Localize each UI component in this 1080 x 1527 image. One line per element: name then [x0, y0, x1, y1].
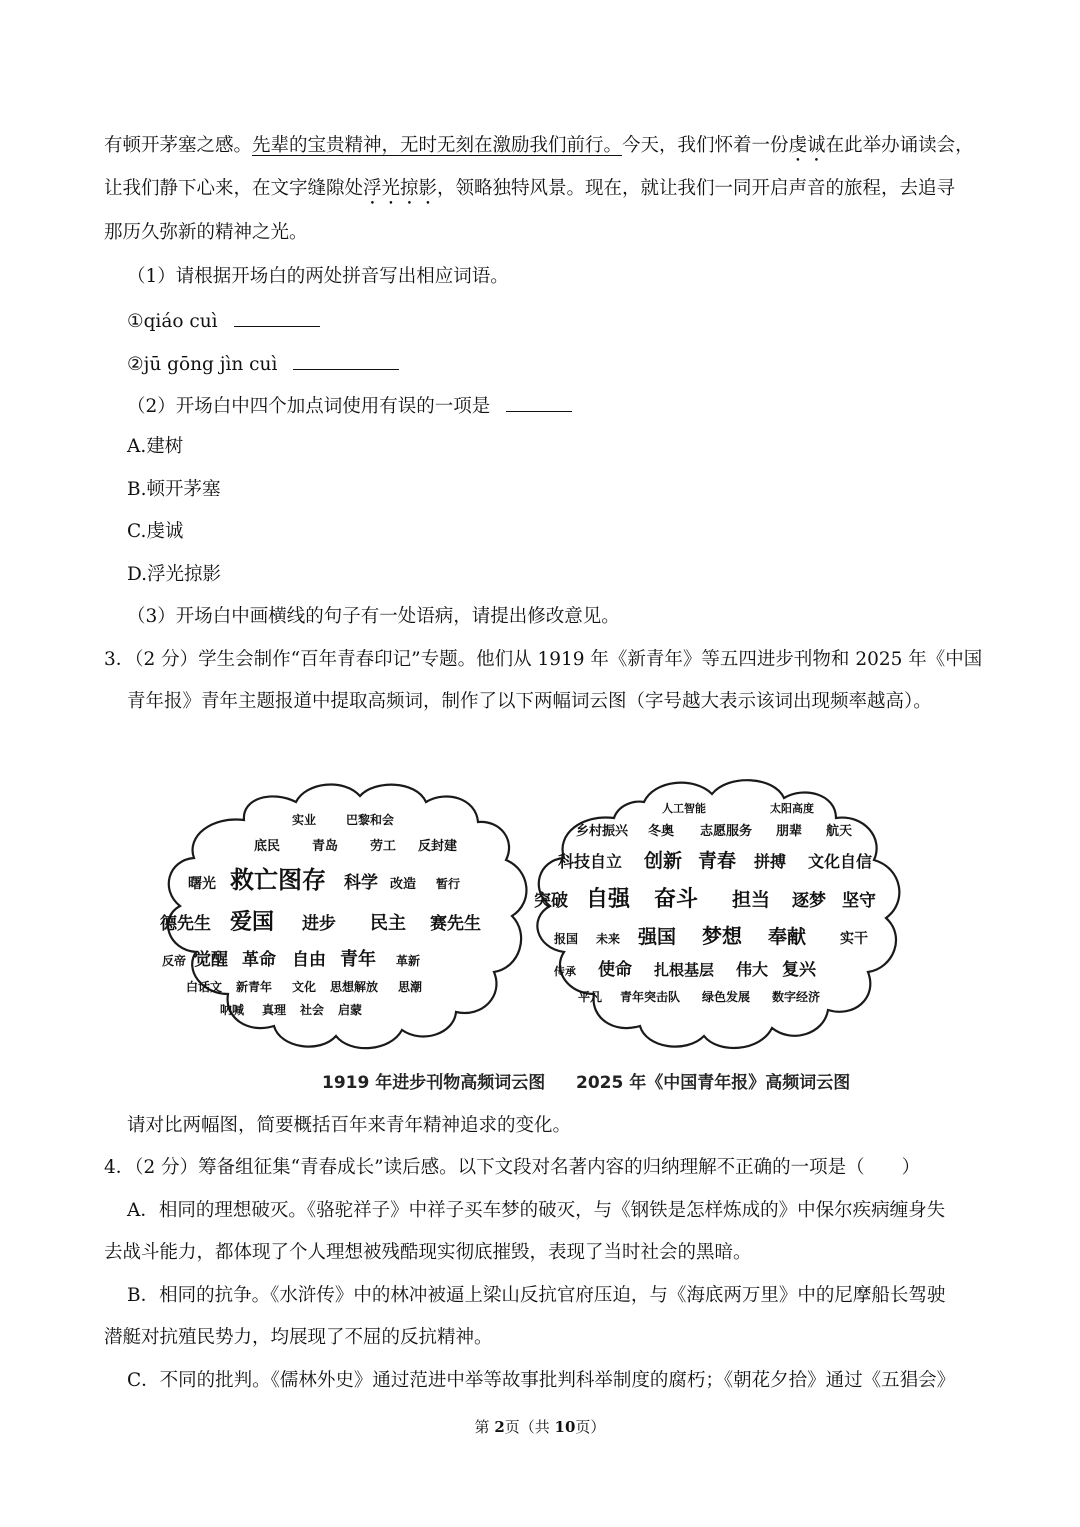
cloud-right-word: 文化自信: [808, 852, 873, 871]
passage-text: 今天，我们怀着一份: [622, 135, 789, 156]
cloud-left-word: 觉醒: [194, 950, 228, 970]
cloud-left-word: 民主: [370, 913, 406, 934]
cloud-left-word: 白话文: [186, 980, 223, 994]
q2-sub2-row: [127, 393, 572, 419]
cloud-right-word: 传承: [554, 965, 576, 978]
cloud-right-word: 太阳高度: [770, 802, 814, 815]
cloud-right-word: 坚守: [842, 891, 876, 911]
cloud-right-word: 绿色发展: [702, 990, 751, 1004]
page-total: 10: [554, 1418, 576, 1436]
cloud-left-word: 德先生: [160, 914, 211, 934]
cloud-left-word: 科学: [344, 873, 378, 893]
underlined-sentence: 先辈的宝贵精神，无时无刻在激励我们前行。: [252, 135, 623, 156]
pinyin-1: ①qiáo cuì: [127, 311, 218, 332]
q3-stem-line-2: 青年报》青年主题报道中提取高频词，制作了以下两幅词云图（字号越大表示该词出现频率越高）。: [127, 691, 932, 712]
answer-blank-2[interactable]: [293, 351, 399, 370]
cloud-right-word: 逐梦: [792, 891, 826, 911]
cloud-left-word: 呐喊: [220, 1003, 245, 1017]
cloud-right-word: 朋辈: [776, 824, 803, 839]
q2-pinyin-1-row: [127, 308, 320, 334]
cloud-right-word: 人工智能: [662, 802, 706, 815]
q4-option-b-line-1: B．相同的抗争。《水浒传》中的林冲被逼上梁山反抗官府压迫，与《海底两万里》中的尼摩船长驾驶: [127, 1285, 946, 1306]
cloud-right-word: 拼搏: [754, 852, 787, 871]
cloud-right-outline: [537, 780, 899, 1048]
cloud-left-word: 底民: [254, 839, 281, 854]
cloud-right-word: 实干: [840, 931, 868, 947]
pinyin-2: ②jū gōng jìn cuì: [127, 354, 278, 375]
cloud-right-word: 青年突击队: [620, 990, 681, 1004]
cloud-left-word: 救亡图存: [230, 866, 326, 894]
cloud-right-word: 奋斗: [654, 887, 699, 912]
cloud-right-word: 创新: [644, 850, 683, 872]
cloud-left-word: 自由: [292, 950, 326, 970]
cloud-left-word: 真理: [262, 1003, 287, 1017]
cloud-right-word: 数字经济: [772, 990, 821, 1004]
cloud-left-word: 实业: [292, 813, 317, 827]
cloud-left-word: 改造: [390, 877, 417, 892]
cloud-right-word: 担当: [732, 889, 771, 911]
cloud-right-word: 乡村振兴: [576, 824, 629, 839]
cloud-right-word: 航天: [826, 824, 853, 839]
dotted-word: 虔诚: [788, 135, 826, 156]
cloud-left-word: 青年: [340, 949, 376, 970]
cloud-left-word: 青岛: [312, 839, 339, 854]
q4-option-b-line-2: 潜艇对抗殖民势力，均展现了不屈的反抗精神。: [104, 1327, 493, 1348]
passage-line-3: 那历久弥新的精神之光。: [104, 222, 308, 243]
cloud-left-word: 劳工: [370, 839, 397, 854]
cloud-left-word: 新青年: [236, 980, 273, 994]
cloud-left-word: 赛先生: [430, 914, 481, 934]
cloud-left-word: 反封建: [418, 839, 458, 854]
cloud-left-word: 启蒙: [338, 1003, 363, 1017]
cloud-left-word: 暂行: [436, 877, 461, 891]
q4-option-c-line-1: C．不同的批判。《儒林外史》通过范进中举等故事批判科举制度的腐朽；《朝花夕拾》通过《五猖会》: [127, 1370, 956, 1391]
cloud-right-word: 突破: [534, 891, 568, 911]
q3-stem-line-1: 3．（2 分）学生会制作“百年青春印记”专题。他们从 1919 年《新青年》等五四进步刊物和 2025 年《中国: [104, 649, 983, 670]
passage-text: ，领略独特风景。现在，就让我们一同开启声音的旅程，去追寻: [437, 178, 956, 199]
cloud-right-word: 伟大: [736, 960, 769, 979]
cloud-right-word: 报国: [554, 932, 579, 946]
cloud-left-word: 反帝: [162, 954, 187, 968]
cloud-left-word: 巴黎和会: [346, 813, 395, 827]
q4-option-a-line-2: 去战斗能力，都体现了个人理想被残酷现实彻底摧毁，表现了当时社会的黑暗。: [104, 1242, 752, 1263]
cloud-left-word: 曙光: [188, 876, 216, 892]
passage-text: 在此举办诵读会，: [825, 135, 974, 156]
answer-blank-3[interactable]: [506, 393, 572, 412]
q4-stem: 4．（2 分）筹备组征集“青春成长”读后感。以下文段对名著内容的归纳理解不正确的一项是（ ）: [104, 1157, 921, 1178]
cloud-left-word: 革新: [396, 954, 421, 968]
passage-line-2: [104, 177, 955, 209]
cloud-right-word: 强国: [638, 926, 677, 948]
passage-text: 让我们静下心来，在文字缝隙处: [104, 178, 364, 199]
cloud-left-caption: 1919 年进步刊物高频词云图: [322, 1073, 546, 1093]
cloud-left-word: 爱国: [230, 910, 275, 935]
cloud-left-word: 文化: [292, 980, 317, 994]
cloud-right-word: 科技自立: [558, 852, 623, 871]
word-cloud-figure: [124, 772, 904, 1102]
cloud-right-word: 扎根基层: [654, 961, 715, 979]
q2-sub3: （3）开场白中画横线的句子有一处语病，请提出修改意见。: [127, 606, 620, 627]
cloud-left-word: 社会: [300, 1003, 325, 1017]
cloud-right-word: 使命: [598, 960, 632, 980]
cloud-left-word: 进步: [302, 914, 336, 934]
cloud-right-word: 平凡: [578, 990, 603, 1004]
cloud-right-word: 梦想: [702, 924, 742, 948]
cloud-right-caption: 2025 年《中国青年报》高频词云图: [576, 1073, 851, 1093]
dotted-word: 浮光掠影: [363, 178, 438, 199]
cloud-right-word: 冬奥: [648, 824, 675, 839]
answer-blank-1[interactable]: [234, 308, 320, 327]
cloud-left-words: [160, 812, 481, 1017]
cloud-left-word: 思潮: [398, 980, 423, 994]
page-number: 2: [494, 1418, 505, 1436]
cloud-right-word: 未来: [596, 932, 621, 946]
option-b: B.顿开茅塞: [127, 479, 221, 500]
passage-line-1: [104, 134, 974, 166]
cloud-right-words: [534, 801, 876, 1004]
cloud-right-word: 自强: [586, 887, 631, 912]
cloud-left-word: 思想解放: [330, 980, 379, 994]
q2-sub1: （1）请根据开场白的两处拼音写出相应词语。: [127, 266, 509, 287]
q4-option-a-line-1: A．相同的理想破灭。《骆驼祥子》中祥子买车梦的破灭，与《钢铁是怎样炼成的》中保尔疾病缠身失: [127, 1200, 946, 1221]
option-d: D.浮光掠影: [127, 564, 222, 585]
passage-text: 有顿开茅塞之感。: [104, 135, 253, 156]
cloud-right-word: 青春: [698, 850, 737, 872]
page-footer: 第 2页（共 10页）: [474, 1418, 606, 1436]
cloud-right-word: 奉献: [768, 926, 807, 948]
q3-prompt: 请对比两幅图，简要概括百年来青年精神追求的变化。: [127, 1115, 572, 1136]
cloud-right-word: 志愿服务: [700, 824, 753, 839]
q2-pinyin-2-row: [127, 351, 399, 377]
cloud-left-word: 革命: [242, 950, 276, 970]
cloud-right-word: 复兴: [782, 960, 816, 980]
option-c: C.虔诚: [127, 521, 184, 542]
q2-sub2: （2）开场白中四个加点词使用有误的一项是: [127, 396, 491, 417]
option-a: A.建树: [127, 436, 184, 457]
